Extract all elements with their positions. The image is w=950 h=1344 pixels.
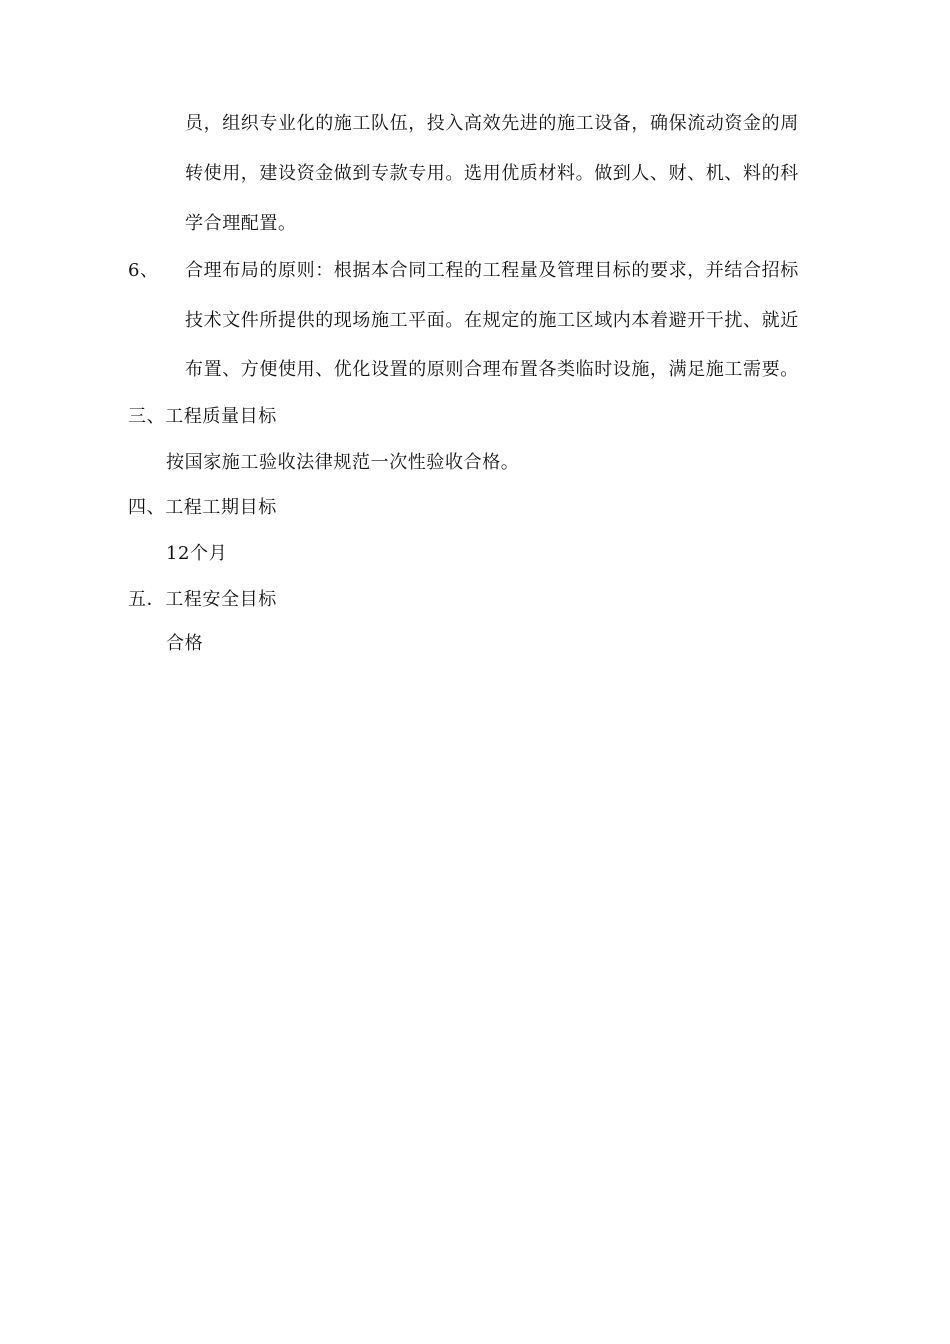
section5-heading: 五．工程安全目标 (128, 589, 277, 610)
item5-line-2: 转使用，建设资金做到专款专用。选用优质材料。做到人、财、机、料的科 (185, 163, 799, 184)
item5-line-1: 员，组织专业化的施工队伍，投入高效先进的施工设备，确保流动资金的周 (185, 113, 799, 134)
section4-content: 12个月 (166, 543, 228, 564)
section3-content: 按国家施工验收法律规范一次性验收合格。 (166, 452, 520, 473)
item6-number: 6、 (128, 260, 159, 281)
section5-content: 合格 (166, 633, 204, 654)
item6-line-2: 技术文件所提供的现场施工平面。在规定的施工区域内本着避开干扰、就近 (185, 310, 799, 331)
item6-line-1: 合理布局的原则：根据本合同工程的工程量及管理目标的要求，并结合招标 (185, 260, 799, 281)
item6-line-3: 布置、方便使用、优化设置的原则合理布置各类临时设施，满足施工需要。 (185, 359, 799, 380)
section4-heading: 四、工程工期目标 (128, 497, 277, 518)
item5-line-3: 学合理配置。 (185, 213, 297, 234)
section3-heading: 三、工程质量目标 (128, 406, 277, 427)
